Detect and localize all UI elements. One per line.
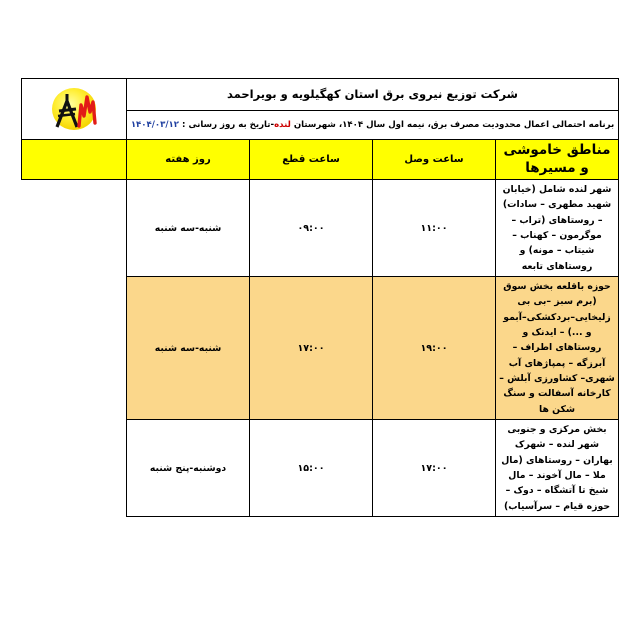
- cell-day: شنبه-سه شنبه: [127, 277, 250, 420]
- cell-areas: شهر لنده شامل (خیابان شهید مطهری – سادات) – روستاهای (تراب – موگرمون – کهناب – شیتاب – مونه) و روستاهای تابعه: [496, 180, 619, 277]
- cell-day: شنبه-سه شنبه: [127, 180, 250, 277]
- column-header-row: [22, 140, 619, 180]
- subtitle-text-lead: برنامه احتمالی اعمال محدودیت مصرف برق، نیمه اول سال ۱۴۰۴، شهرستان: [290, 119, 615, 130]
- column-header-off-time: ساعت قطع: [250, 140, 373, 180]
- cell-on-time: ۱۱:۰۰: [373, 180, 496, 277]
- company-logo-icon: [43, 85, 105, 133]
- page-title: شرکت توزیع نیروی برق استان کهگیلویه و بویراحمد: [127, 79, 619, 111]
- page-subtitle: [127, 111, 619, 140]
- title-row: [22, 79, 619, 111]
- cell-spacer: [22, 420, 127, 517]
- column-header-logo-spacer: [22, 140, 127, 180]
- company-logo: [25, 81, 123, 137]
- cell-off-time: ۱۵:۰۰: [250, 420, 373, 517]
- table-row: [22, 420, 619, 517]
- column-header-on-time: ساعت وصل: [373, 140, 496, 180]
- logo-cell: [22, 79, 127, 140]
- cell-off-time: ۱۷:۰۰: [250, 277, 373, 420]
- cell-areas: بخش مرکزی و جنوبی شهر لنده – شهرک بهاران – روستاهای (مال ملا – مال آخوند – مال شیخ تا آتشگاه – دوک – حوزه قیام – سرآسیاب): [496, 420, 619, 517]
- cell-off-time: ۰۹:۰۰: [250, 180, 373, 277]
- outage-schedule-table: [21, 78, 619, 517]
- cell-on-time: ۱۷:۰۰: [373, 420, 496, 517]
- cell-on-time: ۱۹:۰۰: [373, 277, 496, 420]
- cell-spacer: [22, 277, 127, 420]
- table-row: [22, 277, 619, 420]
- column-header-day: روز هفته: [127, 140, 250, 180]
- table-row: [22, 180, 619, 277]
- subtitle-update-date: ۱۴۰۴/۰۳/۱۲: [130, 119, 180, 130]
- subtitle-city-name: لنده: [274, 119, 291, 130]
- cell-areas: حوزه باقلعه بخش سوق (برم سبز –بی بی زلیخایی–بردکشکی–آبمو و ...) – ایدنک و روستاهای اطراف – آبرزگه – پمپاژهای آب شهری– کشاورزی آبلش – کارخانه آسفالت و سنگ شکن ها: [496, 277, 619, 420]
- subtitle-text-mid: -تاریخ به روز رسانی :: [179, 119, 275, 130]
- cell-spacer: [22, 180, 127, 277]
- cell-day: دوشنبه-پنج شنبه: [127, 420, 250, 517]
- column-header-areas: مناطق خاموشی و مسیرها: [496, 140, 619, 180]
